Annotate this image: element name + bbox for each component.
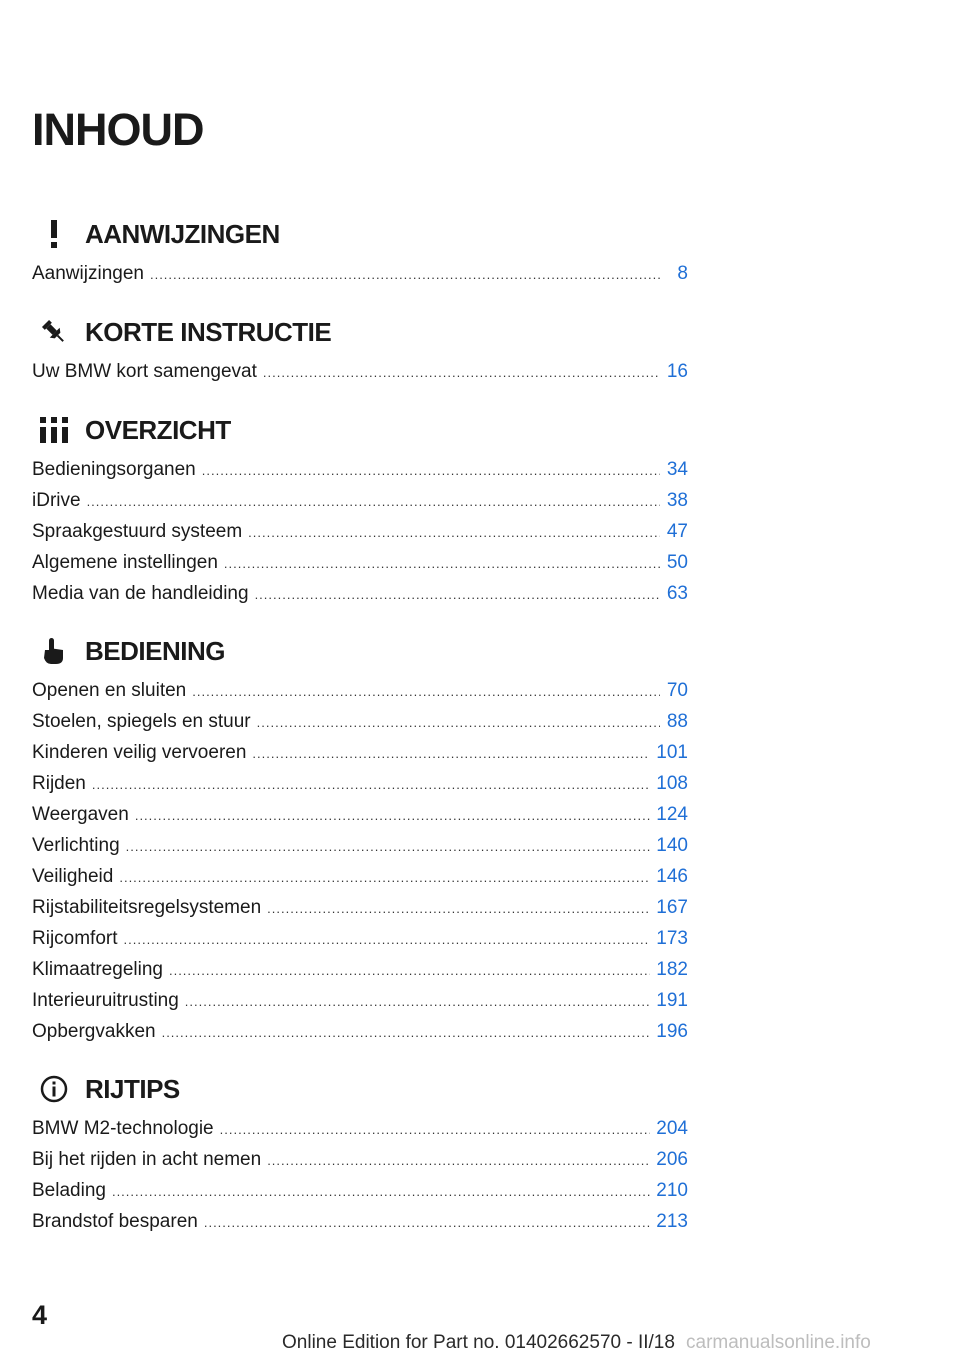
watermark: carmanualsonline.info bbox=[686, 1332, 871, 1353]
dot-leader bbox=[224, 548, 660, 579]
hand-pointer-icon bbox=[37, 634, 71, 668]
toc-page-link[interactable]: 70 bbox=[666, 680, 688, 701]
toc-entry[interactable] bbox=[32, 1206, 688, 1237]
section-header bbox=[32, 214, 688, 254]
toc-page-link[interactable]: 38 bbox=[666, 490, 688, 511]
section-header bbox=[32, 410, 688, 450]
toc-entry[interactable] bbox=[32, 485, 688, 516]
toc-entry[interactable] bbox=[32, 1016, 688, 1047]
section-title: OVERZICHT bbox=[85, 414, 231, 445]
toc-entry-label: Spraakgestuurd systeem bbox=[32, 521, 243, 542]
toc-page-link[interactable]: 213 bbox=[656, 1211, 688, 1232]
toc-entry-label: BMW M2-technologie bbox=[32, 1118, 214, 1139]
toc-page-link[interactable]: 34 bbox=[666, 459, 688, 480]
toc-entry-label: Verlichting bbox=[32, 835, 120, 856]
page-number: 4 bbox=[32, 1300, 48, 1330]
toc-entry-label: Bij het rijden in acht nemen bbox=[32, 1149, 262, 1170]
toc-page-link[interactable]: 182 bbox=[656, 959, 688, 980]
section-header bbox=[32, 1069, 688, 1109]
toc-entry[interactable] bbox=[32, 454, 688, 485]
dot-leader bbox=[126, 831, 651, 862]
dot-leader bbox=[248, 517, 660, 548]
dot-leader bbox=[87, 486, 660, 517]
toc-entry-label: Stoelen, spiegels en stuur bbox=[32, 711, 251, 732]
toc-entry-label: Veiligheid bbox=[32, 866, 114, 887]
toc-entry[interactable] bbox=[32, 578, 688, 609]
toc-entry[interactable] bbox=[32, 258, 688, 289]
toc-entry[interactable] bbox=[32, 768, 688, 799]
toc-entry[interactable] bbox=[32, 1144, 688, 1175]
toc-entry-label: Media van de handleiding bbox=[32, 583, 249, 604]
toc-page-link[interactable]: 206 bbox=[656, 1149, 688, 1170]
dot-leader bbox=[267, 1145, 650, 1176]
toc-entry-label: iDrive bbox=[32, 490, 81, 511]
dot-leader bbox=[150, 259, 660, 290]
toc-page-link[interactable]: 16 bbox=[666, 361, 688, 382]
toc-page-link[interactable]: 173 bbox=[656, 928, 688, 949]
pin-icon bbox=[37, 315, 71, 349]
toc-entry-label: Rijden bbox=[32, 773, 86, 794]
toc-page-link[interactable]: 191 bbox=[656, 990, 688, 1011]
toc-entry-label: Brandstof besparen bbox=[32, 1211, 198, 1232]
toc-entry-label: Rijstabiliteitsregelsystemen bbox=[32, 897, 262, 918]
section-header bbox=[32, 312, 688, 352]
toc-page-link[interactable]: 146 bbox=[656, 866, 688, 887]
toc-entry[interactable] bbox=[32, 985, 688, 1016]
toc-page-link[interactable]: 140 bbox=[656, 835, 688, 856]
toc-entry[interactable] bbox=[32, 799, 688, 830]
toc-page-link[interactable]: 210 bbox=[656, 1180, 688, 1201]
dot-leader bbox=[192, 676, 660, 707]
toc-entry-label: Uw BMW kort samengevat bbox=[32, 361, 257, 382]
toc-entry[interactable] bbox=[32, 1175, 688, 1206]
toc-entry-label: Klimaatregeling bbox=[32, 959, 163, 980]
toc-entry[interactable] bbox=[32, 547, 688, 578]
toc-page-link[interactable]: 204 bbox=[656, 1118, 688, 1139]
toc-entry[interactable] bbox=[32, 356, 688, 387]
dot-leader bbox=[220, 1114, 651, 1145]
toc-entry-label: Kinderen veilig vervoeren bbox=[32, 742, 247, 763]
section-rijtips bbox=[32, 1069, 688, 1237]
toc-entry[interactable] bbox=[32, 706, 688, 737]
edition-footer: Online Edition for Part no. 01402662570 - II/18 bbox=[282, 1332, 675, 1353]
dot-leader bbox=[124, 924, 651, 955]
section-header bbox=[32, 631, 688, 671]
section-aanwijzingen bbox=[32, 214, 688, 289]
toc-page-link[interactable]: 124 bbox=[656, 804, 688, 825]
toc-entry-label: Interieuruitrusting bbox=[32, 990, 179, 1011]
toc-entry[interactable] bbox=[32, 923, 688, 954]
grid-icon bbox=[37, 413, 71, 447]
toc-page-link[interactable]: 50 bbox=[666, 552, 688, 573]
toc-entry[interactable] bbox=[32, 892, 688, 923]
toc-entry-label: Openen en sluiten bbox=[32, 680, 187, 701]
toc-page-link[interactable]: 47 bbox=[666, 521, 688, 542]
toc-entry-label: Belading bbox=[32, 1180, 106, 1201]
toc-entry-label: Bedieningsorganen bbox=[32, 459, 196, 480]
toc-entry[interactable] bbox=[32, 830, 688, 861]
dot-leader bbox=[255, 579, 660, 610]
dot-leader bbox=[202, 455, 660, 486]
toc-page-link[interactable]: 63 bbox=[666, 583, 688, 604]
toc-entry-label: Algemene instellingen bbox=[32, 552, 218, 573]
toc-entry-label: Rijcomfort bbox=[32, 928, 118, 949]
toc-page-link[interactable]: 167 bbox=[656, 897, 688, 918]
toc-entry[interactable] bbox=[32, 516, 688, 547]
dot-leader bbox=[252, 738, 650, 769]
toc-page-link[interactable]: 196 bbox=[656, 1021, 688, 1042]
toc-entry[interactable] bbox=[32, 954, 688, 985]
section-title: KORTE INSTRUCTIE bbox=[85, 316, 332, 347]
page-title: INHOUD bbox=[32, 104, 204, 155]
toc-entry[interactable] bbox=[32, 1113, 688, 1144]
toc-page-link[interactable]: 88 bbox=[666, 711, 688, 732]
toc-page-link[interactable]: 108 bbox=[656, 773, 688, 794]
toc-entry[interactable] bbox=[32, 737, 688, 768]
dot-leader bbox=[257, 707, 660, 738]
dot-leader bbox=[112, 1176, 650, 1207]
section-overzicht bbox=[32, 410, 688, 609]
toc-entry-label: Aanwijzingen bbox=[32, 263, 144, 284]
toc-entry-label: Weergaven bbox=[32, 804, 129, 825]
section-title: RIJTIPS bbox=[85, 1073, 180, 1104]
section-bediening bbox=[32, 631, 688, 1047]
dot-leader bbox=[119, 862, 650, 893]
section-korte-instructie bbox=[32, 312, 688, 387]
dot-leader bbox=[135, 800, 650, 831]
exclamation-icon bbox=[37, 217, 71, 251]
section-title: BEDIENING bbox=[85, 635, 225, 666]
section-title: AANWIJZINGEN bbox=[85, 218, 280, 249]
toc-page-link[interactable]: 101 bbox=[656, 742, 688, 763]
toc-page-link[interactable]: 8 bbox=[677, 263, 688, 284]
dot-leader bbox=[185, 986, 651, 1017]
dot-leader bbox=[263, 357, 660, 388]
dot-leader bbox=[169, 955, 650, 986]
dot-leader bbox=[162, 1017, 651, 1048]
dot-leader bbox=[204, 1207, 650, 1238]
toc-entry[interactable] bbox=[32, 861, 688, 892]
dot-leader bbox=[92, 769, 650, 800]
toc-entry[interactable] bbox=[32, 675, 688, 706]
info-icon bbox=[37, 1072, 71, 1106]
dot-leader bbox=[267, 893, 650, 924]
toc-entry-label: Opbergvakken bbox=[32, 1021, 156, 1042]
